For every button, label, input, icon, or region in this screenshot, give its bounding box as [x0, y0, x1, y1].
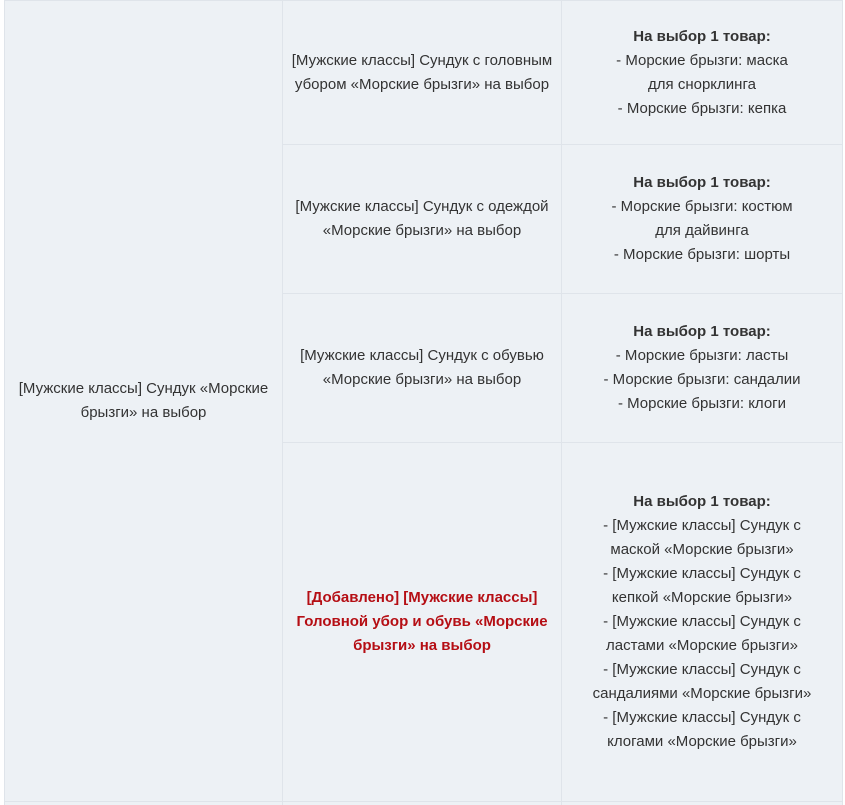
- option-item: сандалиями «Морские брызги»: [592, 685, 812, 702]
- option-item: клогами «Морские брызги»: [607, 733, 797, 750]
- table-row: [5, 1, 843, 145]
- chest-name-cell: [283, 294, 562, 443]
- option-item: маской «Морские брызги»: [610, 541, 794, 558]
- option-item: - [Мужские классы] Сундук с: [603, 565, 801, 582]
- added-chest-name: [Добавлено] [Мужские классы] Головной убор и обувь «Морские брызги» на выбор: [296, 589, 548, 654]
- option-item: - Морские брызги: клоги: [617, 395, 787, 412]
- option-item: - Морские брызги: маска: [616, 51, 788, 69]
- options-heading: На выбор 1 товар:: [633, 174, 771, 191]
- chest-name: [Мужские классы] Сундук с одеждой «Морские брызги» на выбор: [295, 198, 549, 239]
- options-heading: На выбор 1 товар:: [633, 323, 771, 340]
- options-cell: [562, 294, 843, 443]
- rewards-table: [4, 0, 843, 805]
- option-item: ластами «Морские брызги»: [606, 637, 798, 654]
- option-item: для дайвинга: [655, 222, 749, 239]
- option-item: - [Мужские классы] Сундук с: [603, 661, 801, 678]
- options-cell: [562, 1, 843, 145]
- options-cell: [562, 145, 843, 294]
- next-row-cell: [283, 802, 562, 805]
- next-row-cell: [5, 802, 283, 805]
- main-chest-cell: [5, 1, 283, 802]
- chest-name: [Мужские классы] Сундук с головным убором «Морские брызги» на выбор: [291, 51, 553, 93]
- chest-name-cell: [283, 1, 562, 145]
- option-item: - Морские брызги: кепка: [617, 99, 787, 117]
- next-row-cell: [562, 802, 843, 805]
- table-row: [5, 802, 843, 805]
- option-item: - Морские брызги: сандалии: [603, 371, 801, 388]
- option-item: - Морские брызги: костюм: [611, 198, 793, 215]
- chest-name-cell: [283, 145, 562, 294]
- options-cell: [562, 443, 843, 802]
- options-heading: На выбор 1 товар:: [633, 493, 771, 510]
- options-heading: На выбор 1 товар:: [633, 27, 771, 45]
- option-item: - [Мужские классы] Сундук с: [603, 613, 801, 630]
- chest-name-cell: [283, 443, 562, 802]
- option-item: - [Мужские классы] Сундук с: [603, 709, 801, 726]
- main-chest-name: [Мужские классы] Сундук «Морские брызги» на выбор: [18, 380, 269, 421]
- option-item: - [Мужские классы] Сундук с: [603, 517, 801, 534]
- option-item: для снорклинга: [648, 75, 756, 93]
- option-item: - Морские брызги: ласты: [615, 347, 789, 364]
- option-item: - Морские брызги: шорты: [613, 246, 791, 263]
- option-item: кепкой «Морские брызги»: [611, 589, 793, 606]
- chest-name: [Мужские классы] Сундук с обувью «Морские брызги» на выбор: [300, 347, 544, 388]
